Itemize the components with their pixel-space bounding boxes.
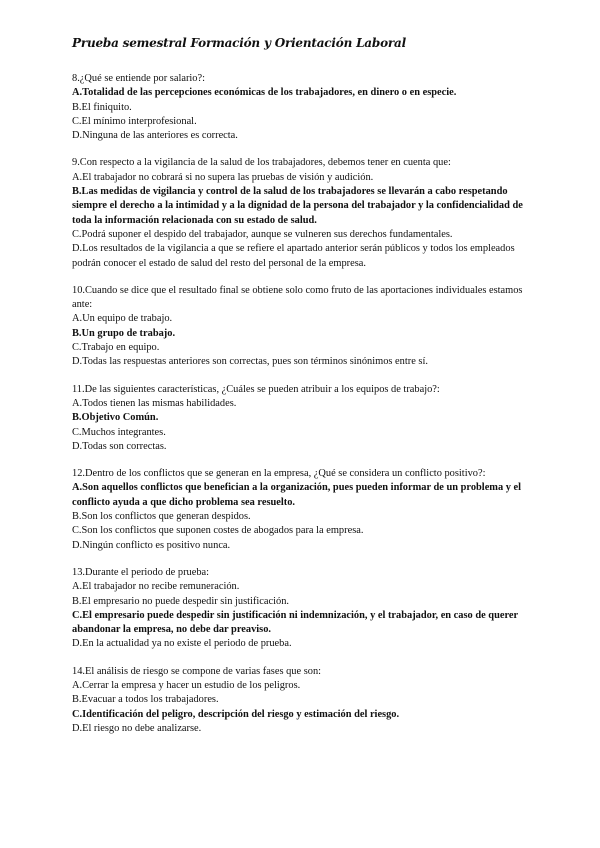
question-text: 10.Cuando se dice que el resultado final se obtiene solo como fruto de las aportaciones individuales estamos ante: (72, 284, 523, 311)
question-text: 12.Dentro de los conflictos que se generan en la empresa, ¿Qué se considera un conflicto positivo?: (72, 468, 486, 480)
question-block (72, 665, 532, 736)
answer-option: A.Un equipo de trabajo. (72, 313, 173, 325)
question-text: 8.¿Qué se entiende por salario?: (72, 73, 206, 84)
answer-option-correct: C.Identificación del peligro, descripción del riesgo y estimación del riesgo. (72, 708, 400, 720)
question-block (72, 156, 532, 270)
answer-option-correct: B.Las medidas de vigilancia y control de la salud de los trabajadores se llevarán a cabo respetando siempre el derecho a la intimidad y a la dignidad de la persona del trabajador y la confidencialidad de toda la información relacionada con su estado de salud. (72, 186, 523, 226)
answer-option: C.Son los conflictos que suponen costes de abogados para la empresa. (72, 525, 364, 537)
answer-option: C.Muchos integrantes. (72, 426, 166, 438)
answer-option: C.Podrá suponer el despido del trabajador, aunque se vulneren sus derechos fundamentales. (72, 228, 453, 240)
question-block (72, 383, 532, 454)
answer-option: A.Cerrar la empresa y hacer un estudio de los peligros. (72, 679, 301, 691)
answer-option-correct: A.Totalidad de las percepciones económicas de los trabajadores, en dinero o en especie. (72, 87, 457, 99)
answer-option-correct: B.Un grupo de trabajo. (72, 327, 176, 339)
question-text: 9.Con respecto a la vigilancia de la salud de los trabajadores, debemos tener en cuenta que: (72, 157, 451, 169)
answer-option-correct: A.Son aquellos conflictos que benefician a la organización, pues pueden informar de un problema y el conflicto ayuda a que dicho problema sea resuelto. (72, 482, 522, 508)
answer-option: D.Ningún conflicto es positivo nunca. (72, 539, 231, 551)
answer-option: D.Todas son correctas. (72, 440, 167, 452)
answer-option-correct: B.Objetivo Común. (72, 412, 159, 424)
question-text: 11.De las siguientes características, ¿Cuáles se pueden atribuir a los equipos de trabajo?: (72, 383, 440, 395)
answer-option: B.Evacuar a todos los trabajadores. (72, 694, 219, 706)
question-list (72, 72, 532, 749)
question-text: 13.Durante el periodo de prueba: (72, 566, 210, 578)
answer-option: D.Ninguna de las anteriores es correcta. (72, 130, 238, 142)
question-block (72, 467, 532, 553)
answer-option: B.El finiquito. (72, 101, 132, 113)
answer-option: D.Los resultados de la vigilancia a que se refiere el apartado anterior serán públicos y todos los empleados podrán conocer el estado de salud del resto del personal de la empresa. (72, 243, 515, 269)
answer-option: A.El trabajador no recibe remuneración. (72, 581, 240, 593)
question-block (72, 566, 532, 652)
answer-option: A.El trabajador no cobrará si no supera las pruebas de visión y audición. (72, 171, 374, 183)
question-text: 14.El análisis de riesgo se compone de varias fases que son: (72, 665, 322, 677)
answer-option: A.Todos tienen las mismas habilidades. (72, 397, 237, 409)
answer-option: C.El mínimo interprofesional. (72, 115, 197, 127)
answer-option: D.En la actualidad ya no existe el periodo de prueba. (72, 638, 292, 650)
question-block (72, 72, 532, 143)
document-header: Prueba semestral Formación y Orientación Laboral (72, 36, 406, 50)
answer-option: D.Todas las respuestas anteriores son correctas, pues son términos sinónimos entre sí. (72, 356, 428, 368)
answer-option: C.Trabajo en equipo. (72, 342, 160, 354)
answer-option: D.El riesgo no debe analizarse. (72, 722, 202, 734)
answer-option-correct: C.El empresario puede despedir sin justificación ni indemnización, y el trabajador, en caso de querer abandonar la empresa, no debe dar preaviso. (72, 609, 518, 636)
answer-option: B.Son los conflictos que generan despidos. (72, 511, 251, 523)
question-block (72, 284, 532, 370)
answer-option: B.El empresario no puede despedir sin justificación. (72, 595, 289, 607)
